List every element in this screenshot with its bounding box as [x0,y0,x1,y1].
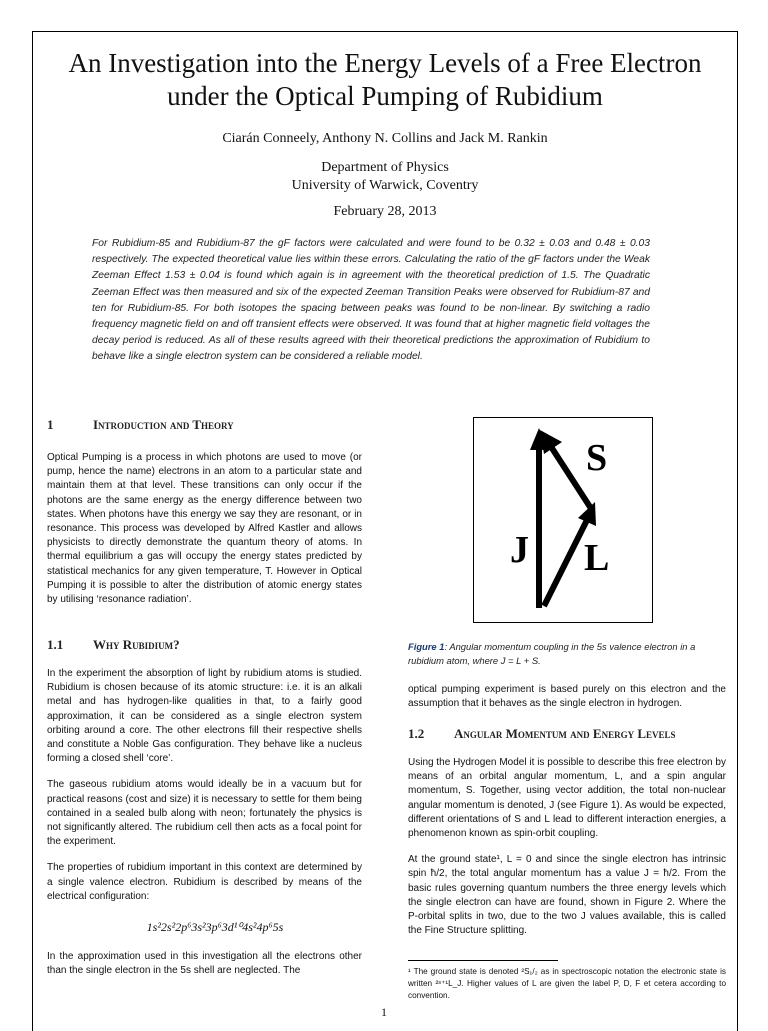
footnote: ¹ The ground state is denoted ²S₁/₂ as in spectroscopic notation the electronic state is written ²ˢ⁺¹L_J. Higher values of L are given the label P, D, F et cetera according to convention. [408,967,726,1000]
paragraph: At the ground state¹, L = 0 and since the single electron has intrinsic spin ħ/2, the total angular momentum has a value J = ħ/2. From the basic rules governing quantum numbers the three energy levels which the single electron can have are found, shown in Figure 2. Where the P-orbital splits in two, due to the two J values available, this is called the Fine Structure splitting. [408,854,726,937]
caption-text: : Angular momentum coupling in the 5s valence electron in a rubidium atom, where J = L + S. [408,641,696,666]
university: University of Warwick, Coventry [291,178,479,193]
footnote-rule [408,960,558,961]
paper-title: An Investigation into the Energy Levels of a Free Electron under the Optical Pumping of Rubidium [68,48,702,111]
paragraph: In the experiment the absorption of light by rubidium atoms is studied. Rubidium is chosen because of its atomic structure: i.e. it is an alkali metal and has hydrogen-like qualities in that, to a fairly good approximation, it can be considered as a single electron system orbiting around a core. The other electrons fill their respective shells and constitute a Noble Gas configuration. They behave like a nucleus forming a closed shell ‘core’. [47,668,362,765]
section-title: Why Rubidium? [93,637,180,652]
paragraph: Optical Pumping is a process in which photons are used to move (or pump, hence the name) electrons in an atom to a particular state and maintain them at that level. These transitions can only occur if the photons are the same energy as the energy difference between two states. When photons have this energy we say they are resonant, or in resonance. This process was developed by Alfred Kastler and allows physicists to directly demonstrate the quantum theory of atoms. In thermal equilibrium a gas will occupy the energy states predicted by statistical mechanics for any given temperature, T. However in Optical Pumping it is possible to alter the distribution of atomic energy states by utilising ‘resonance radiation’. [47,452,362,606]
left-column [47,451,362,619]
paragraph: The gaseous rubidium atoms would ideally be in a vacuum but for practical reasons (cost and size) it is necessary to settle for them being contained in a sealed bulb along with neon; fortunately the physics is not significantly altered. The rubidium cell then acts as a focal point for the experiment. [47,779,362,848]
figure-1-caption [408,640,726,668]
l-vector [544,518,588,606]
angular-momentum-diagram [474,418,652,622]
page-number: 1 [381,1005,387,1019]
section-title: Introduction and Theory [93,417,234,432]
caption-label: Figure 1 [408,641,445,652]
paragraph: Using the Hydrogen Model it is possible to describe this free electron by means of an orbital angular momentum, L, and a spin angular momentum, S. Together, using vector addition, the total non-nuclear angular momentum is denoted, J (see Figure 1). As would be expected, different orientations of S and L lead to different interaction energies, a phenomenon known as spin-orbit coupling. [408,757,726,840]
paragraph: In the approximation used in this investigation all the electrons other than the single electron in the 5s shell are neglected. The [47,951,362,977]
department: Department of Physics [321,160,449,175]
right-column [408,683,726,723]
left-column-2 [47,667,362,916]
section-number: 1 [47,417,54,432]
section-heading-1 [47,417,234,433]
section-number: 1.1 [47,637,64,652]
label-s: S [586,437,608,479]
section-heading-1-2 [408,726,676,742]
electron-configuration-equation: 1s²2s²2p⁶3s²3p⁶3d¹⁰4s²4p⁶5s [146,920,284,934]
left-column-3 [47,950,362,990]
section-title: Angular Momentum and Energy Levels [454,726,676,741]
paragraph: optical pumping experiment is based purely on this electron and the assumption that it behaves as the single electron in hydrogen. [408,684,726,710]
paper-authors: Ciarán Conneely, Anthony N. Collins and Jack M. Rankin [222,131,548,146]
affiliation [60,159,710,195]
section-number: 1.2 [408,726,425,741]
paragraph: The properties of rubidium important in this context are determined by a single valence electron. Rubidium is described by means of the electrical configuration: [47,862,362,902]
abstract: For Rubidium-85 and Rubidium-87 the gF factors were calculated and were found to be 0.32 ± 0.03 and 0.48 ± 0.03 respectively. The expected theoretical value lies within these errors. Calculating the ratio of the gF factors under the Weak Zeeman Effect 1.53 ± 0.04 is found which again is in agreement with the theoretical prediction of 1.5. The Quadratic Zeeman Effect was then measured and six of the expected Zeeman Transition Peaks were observed for Rubidium-87 and ten for Rubidium-85. For both isotopes the spacing between peaks was found to be non-linear. By switching a radio frequency magnetic field on and off transient effects were observed. It was found that at higher magnetic field voltages the decay period is reduced. As all of these results agreed with their theoretical predictions the approximation of Rubidium to behave like a single electron system can be considered a reliable model. [92,238,650,363]
label-j: J [510,529,529,571]
right-column-2 [408,756,726,950]
section-heading-1-1 [47,637,180,653]
figure-1 [473,417,653,623]
paper-date: February 28, 2013 [333,204,437,219]
label-l: L [584,537,610,579]
